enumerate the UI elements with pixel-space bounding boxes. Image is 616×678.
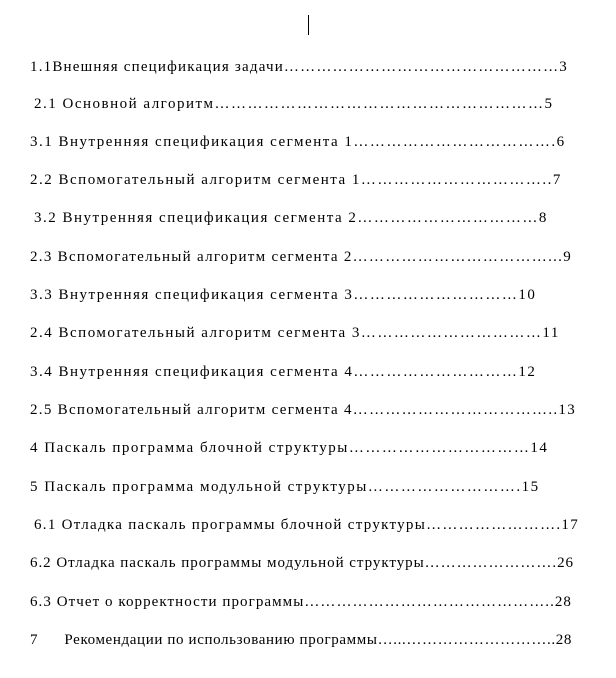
toc-entry: 3.3 Внутренняя спецификация сегмента 3…………………………10 [30,287,537,303]
toc-entry: 3.1 Внутренняя спецификация сегмента 1……………………………….6 [30,134,566,150]
toc-entry: 3.4 Внутренняя спецификация сегмента 4…………………………12 [30,364,537,380]
toc-entry: 2.3 Вспомогательный алгоритм сегмента 2………………………………...9 [30,249,572,265]
toc-entry: 7 Рекомендации по использованию программы…...………………………..28 [30,632,572,648]
toc-entry: 6.3 Отчет о корректности программы………………………………………..28 [30,594,572,610]
toc-entry: 5 Паскаль программа модульной структуры……………………….15 [30,479,540,495]
toc-entry: 2.2 Вспомогательный алгоритм сегмента 1……………………………..7 [30,172,562,188]
toc-entry: 6.2 Отладка паскаль программы модульной структуры…………………….26 [30,555,574,571]
toc-entry: 6.1 Отладка паскаль программы блочной структуры…………………….17 [34,517,579,533]
toc-entry: 2.1 Основной алгоритм……………………………………………………5 [34,96,554,112]
toc-entry: 2.5 Вспомогательный алгоритм сегмента 4………………………………..13 [30,402,576,418]
toc-entry: 2.4 Вспомогательный алгоритм сегмента 3……………………………11 [30,325,560,341]
toc-entry: 1.1Внешняя спецификация задачи……………………………………………3 [30,59,568,75]
toc-entry: 3.2 Внутренняя спецификация сегмента 2……………………………8 [34,210,548,226]
toc-entry: 4 Паскаль программа блочной структуры……………………………14 [30,440,549,456]
